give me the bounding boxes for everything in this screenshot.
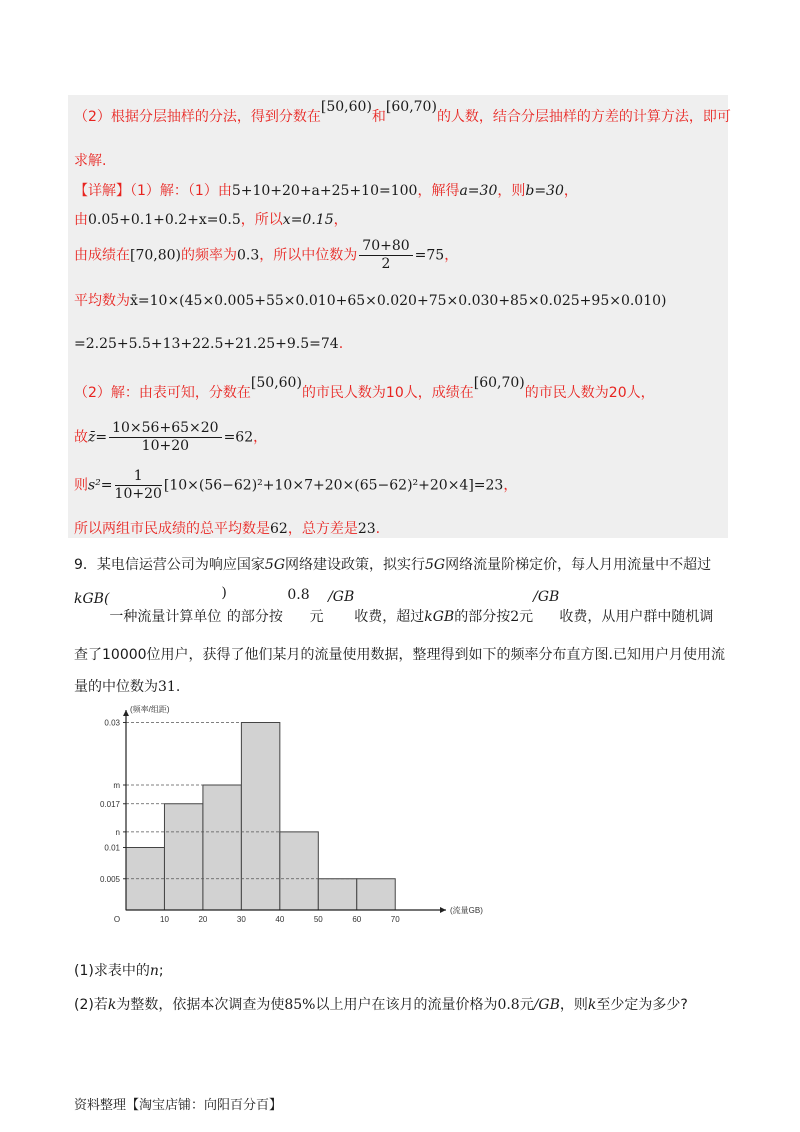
y-tick-label: 0.01 (104, 843, 120, 853)
footer-credit: 资料整理【淘宝店铺：向阳百分百】 (74, 1098, 283, 1113)
mean-line: 平均数为x̄=10×(45×0.005+55×0.010+65×0.020+75×0.030+85×0.025+95×0.010) (74, 293, 667, 309)
histogram-bar (241, 723, 279, 911)
x-tick-label: 30 (236, 915, 246, 924)
y-axis-label: (频率/组距) (130, 705, 170, 714)
y-tick-label: n (115, 827, 120, 837)
variance-line: 则s²= $\frac{1}{10+20}$ [10×(56−62)²+10×7+20×(65−62)²+20×4]=23， (74, 468, 518, 502)
origin-label: O (113, 915, 121, 924)
eq2-line: 由0.05+0.1+0.2+x=0.5，所以x=0.15， (74, 212, 348, 228)
x-tick-label: 10 (160, 915, 169, 924)
x-axis-arrow (440, 907, 446, 913)
histogram-bar (280, 832, 318, 910)
question-1: (1)求表中的n; (74, 963, 164, 979)
y-tick-label: m (113, 781, 120, 790)
final-line: 所以两组市民成绩的总平均数是62，总方差是23. (74, 521, 381, 537)
x-axis-label: (流量GB) (450, 906, 483, 915)
y-tick-label: 0.005 (99, 874, 120, 884)
part2-line: （2）解：由表可知，分数在[50,60)的市民人数为10人，成绩在[60,70)的市民人数为20人， (74, 375, 655, 401)
z-line: 故z̄= $\frac{10\times 56+65\times 20}{10+20}$ =62， (74, 420, 268, 454)
problem-line-4: 量的中位数为31. (74, 679, 181, 695)
problem-line-1: 9．某电信运营公司为响应国家5G网络建设政策，拟实行5G网络流量阶梯定价，每人月用流量中不超过 (74, 557, 712, 573)
y-tick-label: 0.017 (99, 799, 120, 809)
solution-hint-line: （2）根据分层抽样的分法，得到分数在[50,60)和[60,70)的人数，结合分层抽样的方差的计算方法，即可 (74, 99, 731, 125)
histogram-bar (203, 785, 241, 910)
x-tick-label: 20 (198, 915, 208, 924)
mean-result-line: =2.25+5.5+13+22.5+21.25+9.5=74. (74, 336, 344, 352)
histogram-bar (357, 879, 395, 910)
histogram-bar (318, 879, 356, 910)
problem-line-2: kGB(一种流量计算单位)的部分按 0.8元 /GB收费，超过kGB的部分按2元/GB收费，从用户群中随机调 (74, 585, 714, 625)
x-tick-label: 40 (275, 915, 285, 924)
x-tick-label: 60 (352, 915, 362, 924)
histogram-bar (164, 804, 202, 910)
problem-line-3: 查了10000位用户，获得了他们某月的流量使用数据，整理得到如下的频率分布直方图.已知用户月使用流 (74, 647, 725, 663)
median-line: 由成绩在[70,80)的频率为0.3，所以中位数为 $\frac{70+80}{2}$ =75， (74, 238, 459, 272)
question-2: (2)若k为整数，依据本次调查为使85%以上用户在该月的流量价格为0.8元/GB，则k至少定为多少? (74, 997, 688, 1013)
y-axis-arrow (123, 710, 129, 716)
solution-hint-line-2: 求解. (74, 153, 107, 169)
detail-line: 【详解】（1）解：（1）由5+10+20+a+25+10=100，解得a=30，则b=30， (74, 183, 578, 199)
x-tick-label: 70 (390, 915, 400, 924)
frequency-histogram (74, 702, 483, 932)
x-tick-label: 50 (313, 915, 323, 924)
y-tick-label: 0.03 (104, 718, 120, 728)
